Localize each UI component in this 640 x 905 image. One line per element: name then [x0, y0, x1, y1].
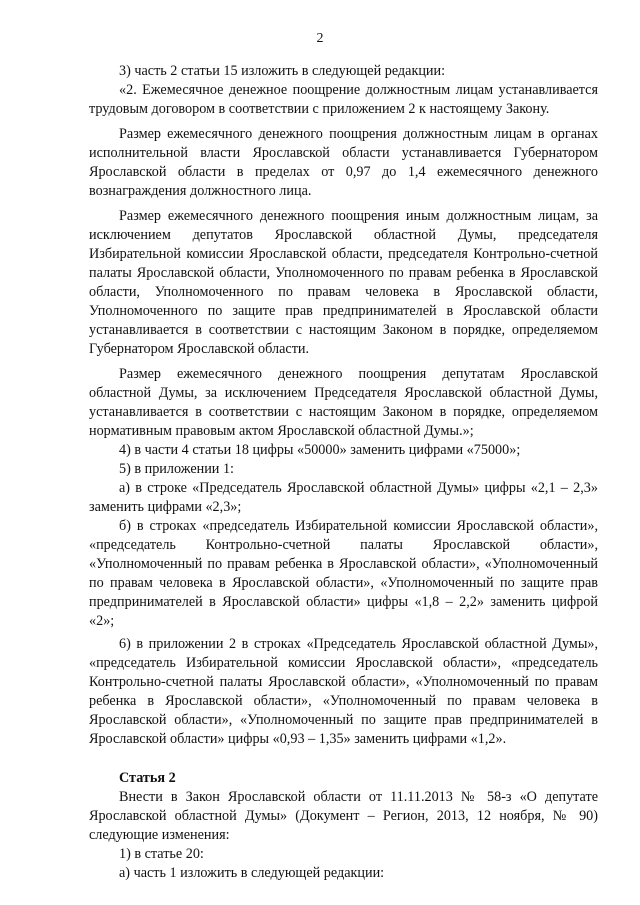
page-number: 2 — [316, 31, 324, 46]
article-2-intro: Внести в Закон Ярославской области от 11.11.2013 № 58-з «О депутате Ярославской областной Думы» (Документ – Регион, 2013, 12 ноября, № 90) следующие изменения: — [89, 789, 598, 843]
paragraph-item-4: 4) в части 4 статьи 18 цифры «50000» заменить цифрами «75000»; — [119, 442, 521, 458]
paragraph-deputies: Размер ежемесячного денежного поощрения депутатам Ярославской областной Думы, за исключением Председателя Ярославской областной Думы, устанавливается в соответствии с настоящим Законом в порядке, определяемом нормативным правовым актом Ярославской областной Думы.»; — [89, 366, 598, 439]
article-2-item-1a: а) часть 1 изложить в следующей редакции: — [119, 865, 385, 881]
paragraph-other-officials: Размер ежемесячного денежного поощрения иным должностным лицам, за исключением депутатов Ярославской областной Думы, председателя Избирательной комиссии Ярославской области, председателя Контрольно-счетной палаты Ярославской области, Уполномоченного по правам ребенка в Ярославской области, Уполномоченного по правам человека в Ярославской области, Уполномоченного по защите прав предпринимателей в Ярославской области устанавливается в соответствии с настоящим Законом в порядке, определяемом Губернатором Ярославской области. — [89, 208, 598, 357]
paragraph-item-3: 3) часть 2 статьи 15 изложить в следующей редакции: — [119, 63, 446, 79]
paragraph-executive-bodies: Размер ежемесячного денежного поощрения должностным лицам в органах исполнительной власти Ярославской области устанавливается Губернатором Ярославской области в пределах от 0,97 до 1,4 ежемесячного денежного вознаграждения должностного лица. — [89, 126, 598, 199]
document-body — [89, 62, 598, 883]
paragraph-item-5b: б) в строках «председатель Избирательной комиссии Ярославской области», «председатель Контрольно-счетной палаты Ярославской области», «Уполномоченный по правам ребенка в Ярославской области», «Уполномоченный по правам человека в Ярославской области», «Уполномоченный по защите прав предпринимателей в Ярославской области» цифры «1,8 – 2,2» заменить цифрой «2»; — [89, 518, 598, 629]
article-2-heading: Статья 2 — [119, 770, 176, 786]
paragraph-amendment-intro: «2. Ежемесячное денежное поощрение должностным лицам устанавливается трудовым договором в соответствии с приложением 2 к настоящему Закону. — [89, 82, 598, 117]
paragraph-item-5a: а) в строке «Председатель Ярославской областной Думы» цифры «2,1 – 2,3» заменить цифрами «2,3»; — [89, 480, 598, 515]
paragraph-item-6: 6) в приложении 2 в строках «Председатель Ярославской областной Думы», «председатель Избирательной комиссии Ярославской области», «председатель Контрольно-счетной палаты Ярославской области», «Уполномоченный по правам ребенка в Ярославской области», «Уполномоченный по правам человека в Ярославской области», «Уполномоченный по защите прав предпринимателей в Ярославской области» цифры «0,93 – 1,35» заменить цифрами «1,2». — [89, 636, 598, 747]
article-2-item-1: 1) в статье 20: — [119, 846, 204, 862]
paragraph-item-5: 5) в приложении 1: — [119, 461, 234, 477]
